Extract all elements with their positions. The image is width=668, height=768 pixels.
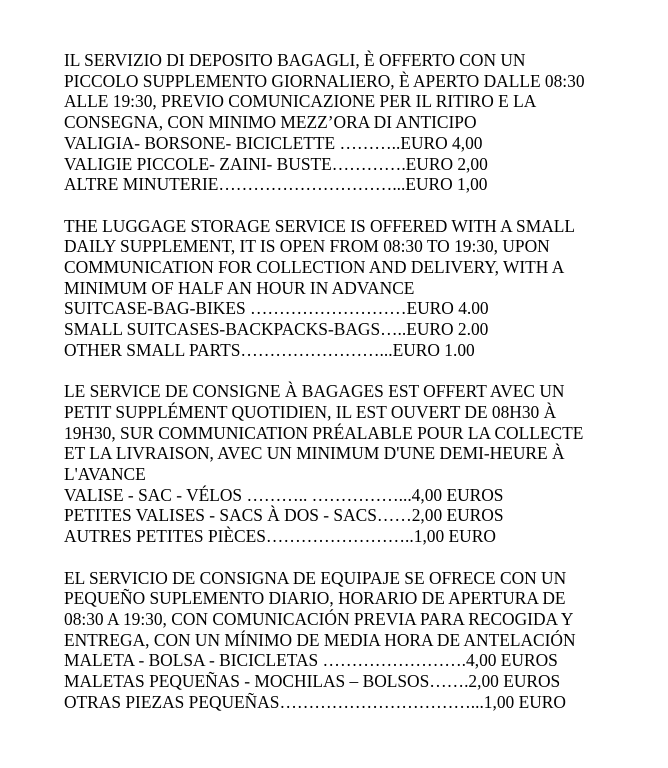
intro-line: ALLE 19:30, PREVIO COMUNICAZIONE PER IL RITIRO E LA (64, 91, 537, 112)
section-english (64, 216, 664, 361)
intro-line: ET LA LIVRAISON, AVEC UN MINIMUM D'UNE DEMI-HEURE À (64, 443, 565, 464)
price-line: MALETAS PEQUEÑAS - MOCHILAS – BOLSOS…….2,00 EUROS (64, 671, 561, 692)
price-line: ALTRE MINUTERIE…………………………...EURO 1,00 (64, 174, 488, 195)
intro-line: THE LUGGAGE STORAGE SERVICE IS OFFERED WITH A SMALL (64, 215, 576, 236)
price-line: SUITCASE-BAG-BIKES ………………………EURO 4.00 (64, 298, 489, 319)
intro-line: ENTREGA, CON UN MÍNIMO DE MEDIA HORA DE ANTELACIÓN (64, 629, 576, 650)
intro-line: MINIMUM OF HALF AN HOUR IN ADVANCE (64, 277, 415, 298)
intro-line: CONSEGNA, CON MINIMO MEZZ’ORA DI ANTICIPO (64, 112, 477, 133)
price-line: VALIGIE PICCOLE- ZAINI- BUSTE………….EURO 2,00 (64, 153, 488, 174)
intro-line: PETIT SUPPLÉMENT QUOTIDIEN, IL EST OUVERT DE 08H30 À (64, 401, 557, 422)
intro-line: L'AVANCE (64, 464, 146, 485)
price-line: OTRAS PIEZAS PEQUEÑAS……………………………...1,00 EURO (64, 691, 566, 712)
price-line: OTHER SMALL PARTS……………………...EURO 1.00 (64, 339, 475, 360)
price-line: AUTRES PETITES PIÈCES……………………..1,00 EURO (64, 526, 496, 547)
intro-line: 08:30 A 19:30, CON COMUNICACIÓN PREVIA PARA RECOGIDA Y (64, 608, 574, 629)
section-italian (64, 50, 664, 195)
price-line: VALISE - SAC - VÉLOS ……….. ……………...4,00 EUROS (64, 484, 504, 505)
price-line: SMALL SUITCASES-BACKPACKS-BAGS…..EURO 2.00 (64, 319, 489, 340)
luggage-storage-notice (64, 50, 664, 712)
price-line: MALETA - BOLSA - BICICLETAS …………………….4,00 EUROS (64, 650, 558, 671)
intro-line: 19H30, SUR COMMUNICATION PRÉALABLE POUR LA COLLECTE (64, 422, 584, 443)
section-spanish (64, 568, 664, 713)
intro-line: COMMUNICATION FOR COLLECTION AND DELIVERY, WITH A (64, 257, 565, 278)
intro-line: PEQUEÑO SUPLEMENTO DIARIO, HORARIO DE APERTURA DE (64, 588, 566, 609)
intro-line: LE SERVICE DE CONSIGNE À BAGAGES EST OFFERT AVEC UN (64, 381, 565, 402)
price-line: PETITES VALISES - SACS À DOS - SACS……2,00 EUROS (64, 505, 504, 526)
section-french (64, 381, 664, 547)
intro-line: IL SERVIZIO DI DEPOSITO BAGAGLI, È OFFERTO CON UN (64, 50, 526, 70)
intro-line: EL SERVICIO DE CONSIGNA DE EQUIPAJE SE OFRECE CON UN (64, 567, 567, 588)
intro-line: PICCOLO SUPPLEMENTO GIORNALIERO, È APERTO DALLE 08:30 (64, 70, 585, 91)
price-line: VALIGIA- BORSONE- BICICLETTE ………..EURO 4,00 (64, 132, 483, 153)
intro-line: DAILY SUPPLEMENT, IT IS OPEN FROM 08:30 TO 19:30, UPON (64, 236, 550, 257)
